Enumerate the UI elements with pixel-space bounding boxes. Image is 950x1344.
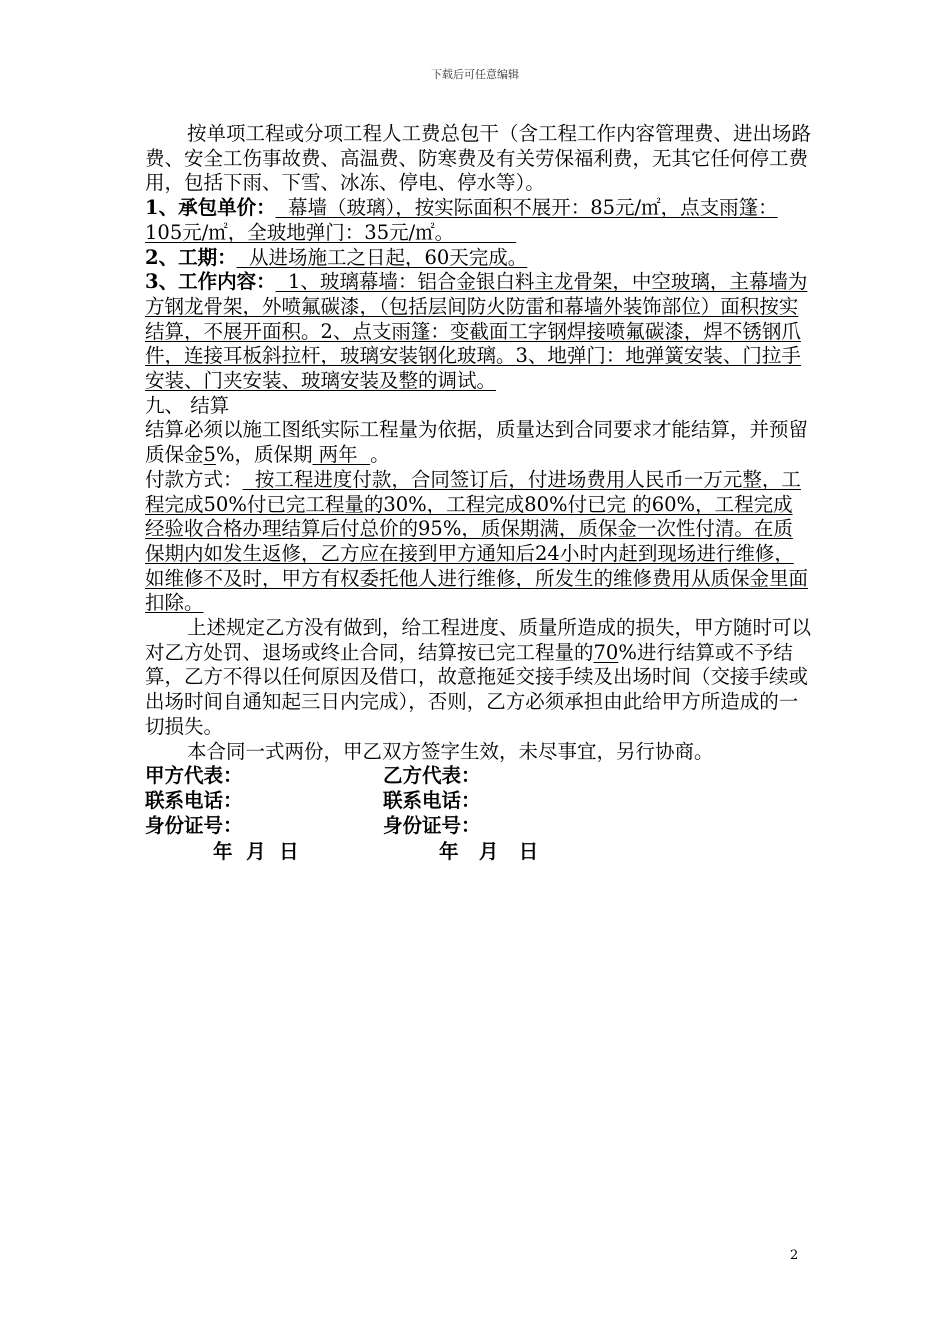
settlement-text-c: 。 bbox=[370, 443, 390, 467]
item-work-content bbox=[145, 270, 811, 394]
party-a-date: 年 月 日 bbox=[213, 840, 299, 864]
settlement-paragraph bbox=[145, 418, 811, 467]
page-number: 2 bbox=[790, 1248, 799, 1263]
penalty-text-a: 上述规定乙方没有做到，给工程进度、质量所造成的损失，甲方随时可以对乙方处罚、退场或终止合同，结算按已完工程量的 bbox=[145, 616, 812, 664]
signature-rep-row bbox=[145, 764, 811, 789]
payment-text: 按工程进度付款，合同签订后，付进场费用人民币一万元整，工程完成50%付已完工程量的30%，工程完成80%付已完 的60%，工程完成经验收合格办理结算后付总价的95%，质保期满，质保金一次性付清。在质保期内如发生返修，乙方应在接到甲方通知后24小时内赶到现场进行维修，如维修不及时，甲方有权委托他人进行维修，所发生的维修费用从质保金里面扣除。 bbox=[145, 467, 809, 615]
penalty-percent: 70 bbox=[593, 640, 619, 664]
party-b-date: 年 月 日 bbox=[439, 840, 539, 864]
closing-paragraph: 本合同一式两份，甲乙双方签字生效，未尽事宜，另行协商。 bbox=[187, 739, 714, 763]
penalty-text-b: %进行结算或不予结算，乙方不得以任何原因及借口，故意拖延交接手续及出场时间（交接手续或出场时间自通知起三日内完成），否则，乙方必须承担由此给甲方所造成的一切损失。 bbox=[145, 640, 809, 738]
retention-percent: 5 bbox=[203, 443, 216, 467]
party-b-rep-label: 乙方代表： bbox=[383, 764, 481, 788]
document-body bbox=[145, 122, 811, 865]
item-work-content-text: 1、玻璃幕墙：铝合金银白料主龙骨架，中空玻璃，主幕墙为方钢龙骨架，外喷氟碳漆，（包括层间防火防雷和幕墙外装饰部位）面积按实结算，不展开面积。2、点支雨篷：变截面工字钢焊接喷氟碳漆，焊不锈钢爪件，连接耳板斜拉杆，玻璃安装钢化玻璃。3、地弹门：地弹簧安装、门拉手安装、门夹安装、玻璃安装及整的调试。 bbox=[145, 270, 808, 393]
payment-paragraph bbox=[145, 468, 811, 616]
item-duration-text: 从进场施工之日起，60天完成。 bbox=[236, 245, 528, 269]
penalty-paragraph bbox=[145, 616, 811, 740]
party-b-phone-label: 联系电话： bbox=[383, 788, 481, 812]
intro-paragraph: 按单项工程或分项工程人工费总包干（含工程工作内容管理费、进出场路费、安全工伤事故费、高温费、防寒费及有关劳保福利费，无其它任何停工费用，包括下雨、下雪、冰冻、停电、停水等）。 bbox=[145, 122, 812, 195]
signature-date-row bbox=[145, 840, 811, 865]
settlement-text-b: %，质保期 bbox=[215, 443, 313, 467]
signature-phone-row bbox=[145, 789, 811, 814]
payment-label: 付款方式： bbox=[145, 467, 243, 491]
page-header: 下载后可任意编辑 bbox=[431, 68, 519, 81]
warranty-period: 两年 bbox=[312, 443, 371, 467]
settlement-text-a: 结算必须以施工图纸实际工程量为依据，质量达到合同要求才能结算，并预留质保金 bbox=[145, 418, 809, 467]
party-b-id-label: 身份证号： bbox=[383, 813, 481, 837]
item-duration bbox=[145, 246, 811, 271]
item-unit-price-text: 幕墙（玻璃），按实际面积不展开：85元/㎡，点支雨篷：105元/㎡，全玻地弹门：35元/㎡。 bbox=[145, 196, 778, 244]
section-settlement-heading: 九、 结算 bbox=[145, 393, 230, 417]
item-duration-label: 2、工期： bbox=[145, 245, 237, 269]
party-a-id-label: 身份证号： bbox=[145, 813, 243, 837]
party-a-rep-label: 甲方代表： bbox=[145, 764, 243, 788]
item-work-content-label: 3、工作内容： bbox=[145, 270, 276, 294]
item-unit-price-label: 1、承包单价： bbox=[145, 196, 276, 220]
party-a-phone-label: 联系电话： bbox=[145, 788, 243, 812]
signature-id-row bbox=[145, 814, 811, 839]
item-unit-price bbox=[145, 196, 811, 245]
